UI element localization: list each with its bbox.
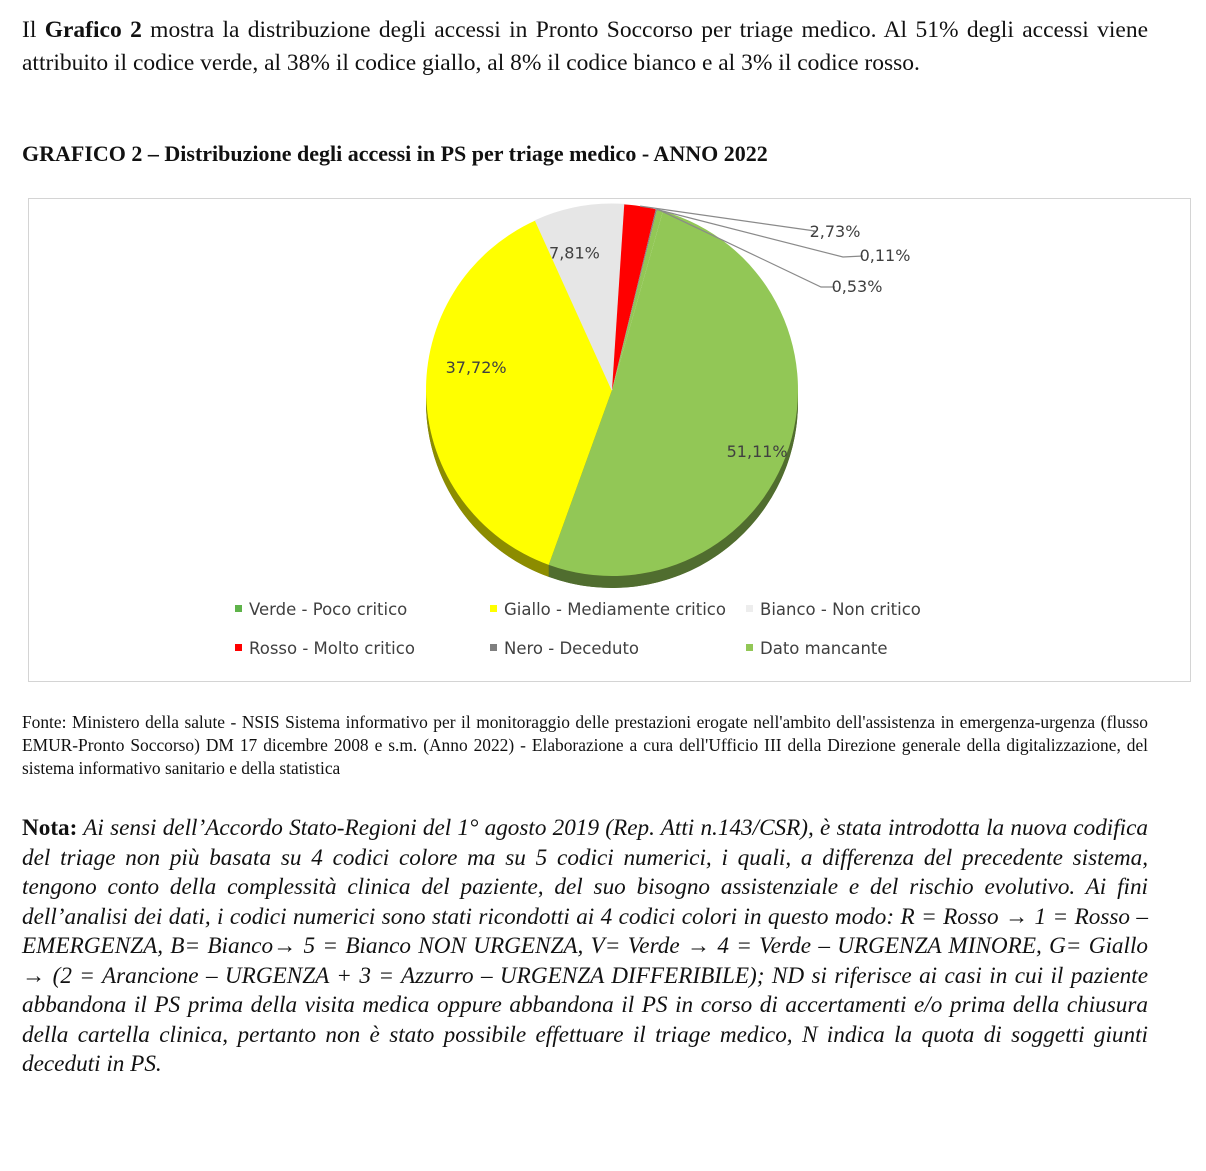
data-label-giallo: 37,72%: [445, 357, 507, 377]
intro-bold-reference: Grafico 2: [44, 17, 142, 43]
legend-label: Verde - Poco critico: [249, 600, 408, 619]
pie-chart: [29, 199, 1192, 683]
data-label-mancante: 0,53%: [831, 277, 883, 296]
data-label-rosso: 2,73%: [809, 222, 861, 241]
intro-prefix: Il: [22, 17, 45, 43]
legend-label: Bianco - Non critico: [760, 600, 921, 619]
legend-label: Rosso - Molto critico: [249, 639, 415, 658]
legend-label: Dato mancante: [760, 639, 888, 658]
legend-label: Giallo - Mediamente critico: [504, 600, 726, 619]
intro-paragraph: [22, 14, 1148, 80]
note-paragraph: [22, 814, 1148, 1080]
data-label-verde: 51,11%: [726, 442, 788, 462]
data-label-nero: 0,11%: [859, 246, 911, 265]
note-text: Ai sensi dell’Accordo Stato-Regioni del 1° agosto 2019 (Rep. Atti n.143/CSR), è stata introdotta la nuova codifica del triage non più basata su 4 codici colore ma su 5 codici numerici, i quali, a differenza del precedente sistema, tengono conto della complessità clinica del paziente, del suo bisogno assistenziale e del rischio evolutivo. Ai fini dell’analisi dei dati, i codici numerici sono stati ricondotti ai 4 codici colori in questo modo: R = Rosso → 1 = Rosso – EMERGENZA, B= Bianco→ 5 = Bianco NON URGENZA, V= Verde → 4 = Verde – URGENZA MINORE, G= Giallo → (2 = Arancione – URGENZA + 3 = Azzurro – URGENZA DIFFERIBILE); ND si riferisce ai casi in cui il paziente abbandona il PS prima della visita medica oppure abbandona il PS in corso di accertamenti e/o prima della chiusura della cartella clinica, pertanto non è stato possibile effettuare il triage medico, N indica la quota di soggetti giunti deceduti in PS.: [22, 815, 1148, 1077]
note-label: Nota:: [22, 815, 78, 841]
data-label-bianco: 7,81%: [549, 243, 600, 263]
chart-frame: [28, 198, 1191, 682]
source-note: Fonte: Ministero della salute - NSIS Sistema informativo per il monitoraggio delle prestazioni erogate nell'ambito dell'assistenza in emergenza-urgenza (flusso EMUR-Pronto Soccorso) DM 17 dicembre 2008 e s.m. (Anno 2022) - Elaborazione a cura dell'Ufficio III della Direzione generale della digitalizzazione, del sistema informativo sanitario e della statistica: [22, 712, 1148, 778]
intro-text: mostra la distribuzione degli accessi in Pronto Soccorso per triage medico. Al 51% degli accessi viene attribuito il codice verde, al 38% il codice giallo, al 8% il codice bianco e al 3% il codice rosso.: [22, 17, 1149, 76]
legend-label: Nero - Deceduto: [504, 639, 640, 658]
chart-title: GRAFICO 2 – Distribuzione degli accessi in PS per triage medico - ANNO 2022: [22, 141, 768, 166]
